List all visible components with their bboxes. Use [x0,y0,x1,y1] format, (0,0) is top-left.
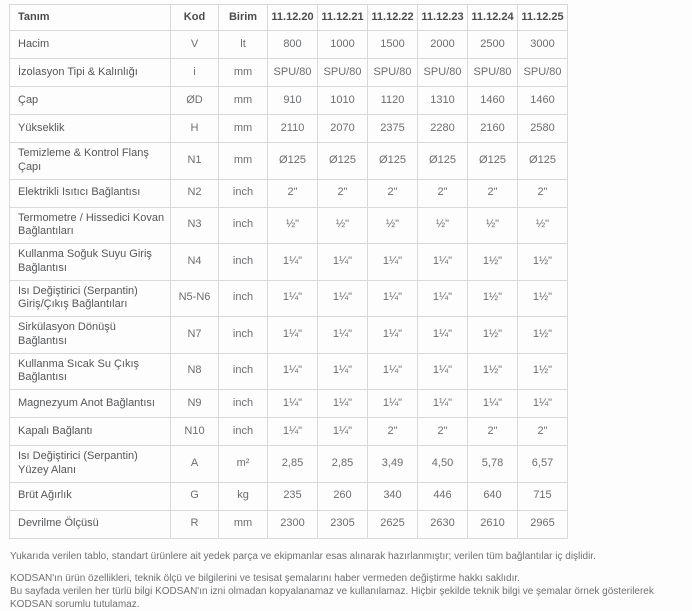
row-label: Devrilme Ölçüsü [10,510,171,538]
cell-value: 1¼" [368,353,418,390]
cell-value: 1¼" [368,244,418,281]
table-row [10,115,568,143]
cell-value: 2965 [518,510,568,538]
table-row [10,446,568,483]
column-header-model-3: 11.12.22 [368,5,418,31]
cell-value: 1½" [468,353,518,390]
row-label: Kullanma Soğuk Suyu Giriş Bağlantısı [10,244,171,281]
cell-value: 1¼" [318,353,368,390]
row-code: N2 [171,179,219,207]
cell-value: 1½" [518,280,568,317]
table-row [10,482,568,510]
footnote-copyright: Bu sayfada verilen her türlü bilgi KODSAN'ın izni olmadan kopyalanamaz ve kullanılamaz. Hiçbir şekilde teknik bilgi ve şemalar örnek gösterilerek KODSAN sorumlu tutulamaz. [10,585,654,610]
table-row [10,31,568,59]
cell-value: 800 [268,31,318,59]
cell-value: Ø125 [468,143,518,180]
cell-value: ½" [368,207,418,244]
cell-value: 6,57 [518,446,568,483]
cell-value: 2500 [468,31,518,59]
row-label: Temizleme & Kontrol Flanş Çapı [10,143,171,180]
cell-value: 1½" [468,244,518,281]
spec-table-body [10,31,568,539]
cell-value: 2610 [468,510,518,538]
cell-value: 2" [468,418,518,446]
row-unit: inch [219,317,268,354]
cell-value: ½" [268,207,318,244]
cell-value: SPU/80 [468,59,518,87]
cell-value: 1¼" [318,280,368,317]
cell-value: ½" [518,207,568,244]
cell-value: 2" [368,179,418,207]
column-header-birim: Birim [219,5,268,31]
table-row [10,59,568,87]
cell-value: Ø125 [318,143,368,180]
cell-value: 2" [368,418,418,446]
cell-value: SPU/80 [368,59,418,87]
cell-value: 1¼" [468,390,518,418]
cell-value: 1¼" [368,390,418,418]
cell-value: 2" [518,179,568,207]
column-header-model-4: 11.12.23 [418,5,468,31]
row-code: N9 [171,390,219,418]
cell-value: 2280 [418,115,468,143]
cell-value: 1¼" [318,244,368,281]
cell-value: 1460 [468,87,518,115]
spec-table [9,4,568,539]
cell-value: 2000 [418,31,468,59]
cell-value: 2" [418,418,468,446]
cell-value: 2305 [318,510,368,538]
cell-value: 1¼" [268,353,318,390]
cell-value: 1¼" [418,244,468,281]
cell-value: 2" [318,179,368,207]
cell-value: 2,85 [318,446,368,483]
row-unit: mm [219,115,268,143]
cell-value: 910 [268,87,318,115]
cell-value: 1¼" [268,390,318,418]
cell-value: Ø125 [418,143,468,180]
table-row [10,280,568,317]
cell-value: 1¼" [518,390,568,418]
row-code: N10 [171,418,219,446]
cell-value: 715 [518,482,568,510]
cell-value: ½" [418,207,468,244]
table-row [10,390,568,418]
cell-value: 2" [268,179,318,207]
cell-value: 1¼" [268,244,318,281]
cell-value: 1½" [518,353,568,390]
cell-value: 2110 [268,115,318,143]
row-label: Brüt Ağırlık [10,482,171,510]
cell-value: Ø125 [268,143,318,180]
cell-value: ½" [318,207,368,244]
row-code: H [171,115,219,143]
column-header-model-2: 11.12.21 [318,5,368,31]
row-unit: lt [219,31,268,59]
cell-value: 1000 [318,31,368,59]
cell-value: 1¼" [368,317,418,354]
cell-value: 2375 [368,115,418,143]
cell-value: 1¼" [418,280,468,317]
cell-value: SPU/80 [318,59,368,87]
row-label: Çap [10,87,171,115]
cell-value: 1120 [368,87,418,115]
cell-value: 1¼" [268,317,318,354]
cell-value: 2625 [368,510,418,538]
row-unit: mm [219,59,268,87]
row-unit: inch [219,244,268,281]
cell-value: 1500 [368,31,418,59]
cell-value: 2630 [418,510,468,538]
row-label: Termometre / Hissedici Kovan Bağlantıları [10,207,171,244]
cell-value: 2070 [318,115,368,143]
row-label: Kapalı Bağlantı [10,418,171,446]
cell-value: 1¼" [418,390,468,418]
row-label: Elektrikli Isıtıcı Bağlantısı [10,179,171,207]
cell-value: 2" [418,179,468,207]
row-code: N8 [171,353,219,390]
row-code: V [171,31,219,59]
column-header-model-5: 11.12.24 [468,5,518,31]
cell-value: 1¼" [318,390,368,418]
cell-value: 2300 [268,510,318,538]
table-row [10,87,568,115]
cell-value: 2160 [468,115,518,143]
cell-value: 1¼" [318,418,368,446]
table-row [10,179,568,207]
cell-value: 1460 [518,87,568,115]
row-code: ØD [171,87,219,115]
row-code: N7 [171,317,219,354]
cell-value: SPU/80 [518,59,568,87]
row-code: i [171,59,219,87]
row-label: Hacim [10,31,171,59]
footnotes [10,550,692,611]
table-header-row [10,5,568,31]
cell-value: 340 [368,482,418,510]
row-unit: inch [219,207,268,244]
row-unit: inch [219,418,268,446]
cell-value: 1½" [468,317,518,354]
row-code: N4 [171,244,219,281]
row-code: N5-N6 [171,280,219,317]
cell-value: 5,78 [468,446,518,483]
cell-value: 2" [518,418,568,446]
cell-value: Ø125 [518,143,568,180]
row-unit: mm [219,143,268,180]
row-code: R [171,510,219,538]
cell-value: SPU/80 [418,59,468,87]
cell-value: 3000 [518,31,568,59]
row-unit: inch [219,353,268,390]
row-unit: kg [219,482,268,510]
footnote-rights-reserved: KODSAN'ın ürün özellikleri, teknik ölçü ve bilgilerini ve tesisat şemalarını haber vermeden değiştirme hakkı saklıdır. [10,572,520,584]
cell-value: Ø125 [368,143,418,180]
table-row [10,317,568,354]
cell-value: ½" [468,207,518,244]
cell-value: 2580 [518,115,568,143]
cell-value: 1¼" [318,317,368,354]
cell-value: 235 [268,482,318,510]
cell-value: 1310 [418,87,468,115]
cell-value: 1010 [318,87,368,115]
table-row [10,418,568,446]
column-header-model-1: 11.12.20 [268,5,318,31]
row-label: Isı Değiştirici (Serpantin) Giriş/Çıkış Bağlantıları [10,280,171,317]
cell-value: 2,85 [268,446,318,483]
cell-value: SPU/80 [268,59,318,87]
cell-value: 2" [468,179,518,207]
table-row [10,510,568,538]
row-label: Sirkülasyon Dönüşü Bağlantısı [10,317,171,354]
cell-value: 1½" [468,280,518,317]
row-code: G [171,482,219,510]
column-header-kod: Kod [171,5,219,31]
row-label: Isı Değiştirici (Serpantin) Yüzey Alanı [10,446,171,483]
column-header-model-6: 11.12.25 [518,5,568,31]
footnote-connections: Yukarıda verilen tablo, standart ürünlere ait yedek parça ve ekipmanlar esas alınarak hazırlanmıştır; verilen tüm bağlantılar iç dişlidir. [10,550,596,562]
cell-value: 1¼" [418,317,468,354]
row-unit: mm [219,510,268,538]
row-label: Yükseklik [10,115,171,143]
cell-value: 260 [318,482,368,510]
table-row [10,353,568,390]
row-unit: m² [219,446,268,483]
row-code: A [171,446,219,483]
row-code: N3 [171,207,219,244]
table-row [10,207,568,244]
cell-value: 1¼" [268,280,318,317]
table-row [10,143,568,180]
cell-value: 1¼" [418,353,468,390]
row-unit: inch [219,280,268,317]
row-code: N1 [171,143,219,180]
row-label: Magnezyum Anot Bağlantısı [10,390,171,418]
table-row [10,244,568,281]
cell-value: 3,49 [368,446,418,483]
cell-value: 1¼" [368,280,418,317]
row-unit: inch [219,179,268,207]
cell-value: 4,50 [418,446,468,483]
row-label: İzolasyon Tipi & Kalınlığı [10,59,171,87]
cell-value: 1¼" [268,418,318,446]
row-unit: mm [219,87,268,115]
row-label: Kullanma Sıcak Su Çıkış Bağlantısı [10,353,171,390]
column-header-tanim: Tanım [10,5,171,31]
cell-value: 446 [418,482,468,510]
cell-value: 640 [468,482,518,510]
row-unit: inch [219,390,268,418]
cell-value: 1½" [518,244,568,281]
cell-value: 1½" [518,317,568,354]
